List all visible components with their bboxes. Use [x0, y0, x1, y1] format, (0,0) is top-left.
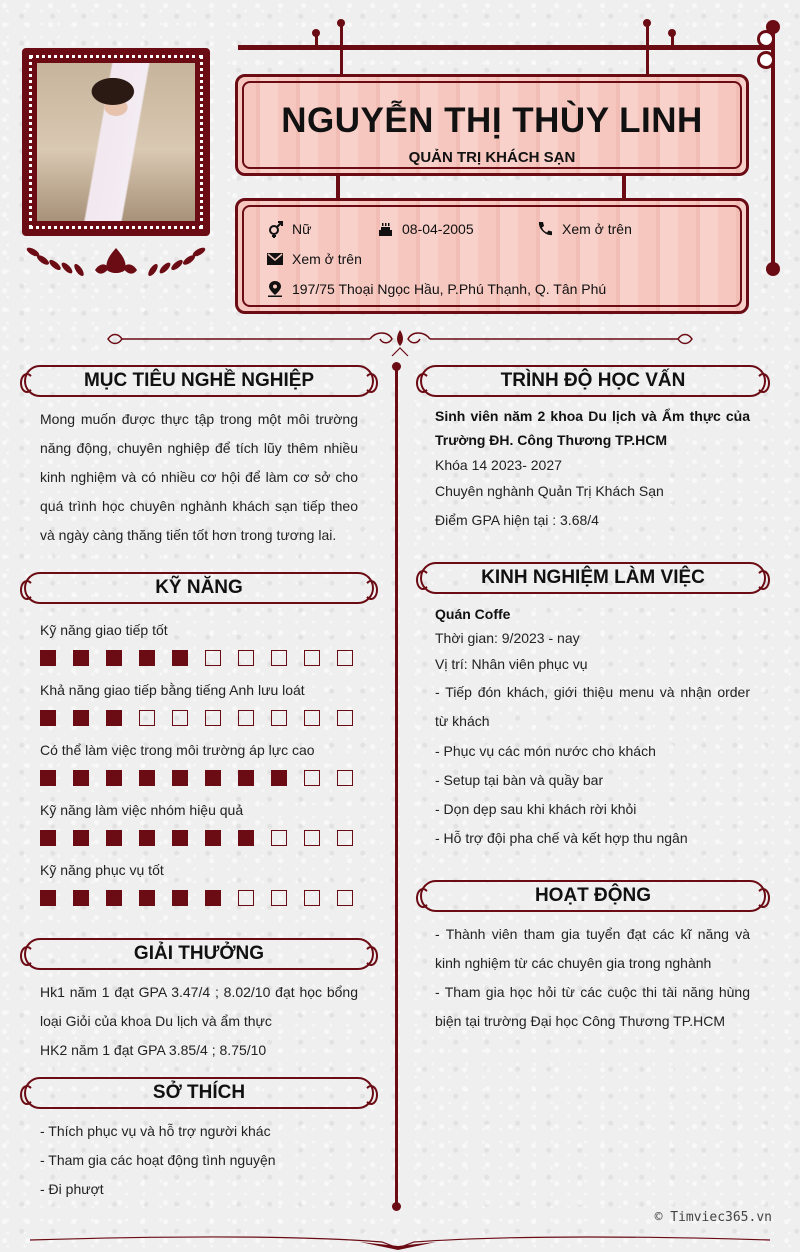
address-value: 197/75 Thoại Ngọc Hầu, P.Phú Thạnh, Q. Tân Phú [292, 281, 607, 297]
birthday-row [376, 221, 474, 237]
rating-square-empty [205, 650, 221, 666]
rating-square-filled [40, 710, 56, 726]
rating-square-filled [106, 710, 122, 726]
candidate-role: QUẢN TRỊ KHÁCH SẠN [408, 149, 576, 166]
divider-ornament [100, 328, 700, 360]
email-value: Xem ở trên [292, 251, 362, 267]
rating-square-filled [139, 650, 155, 666]
rating-square-empty [271, 830, 287, 846]
rail-knob [766, 20, 780, 34]
center-divider [395, 364, 398, 1206]
rating-square-filled [139, 830, 155, 846]
rating-square-filled [73, 710, 89, 726]
rating-square-filled [106, 890, 122, 906]
chain-left [336, 176, 340, 198]
avatar-border [29, 55, 203, 229]
rail-end-dot [766, 262, 780, 276]
skill-rating [40, 830, 353, 846]
rating-square-filled [205, 830, 221, 846]
education-school: Sinh viên năm 2 khoa Du lịch và Ẩm thực của Trường ĐH. Công Thương TP.HCM [435, 408, 750, 448]
rating-square-filled [40, 770, 56, 786]
rating-square-empty [304, 770, 320, 786]
rating-square-empty [238, 710, 254, 726]
rating-square-filled [205, 890, 221, 906]
rating-square-empty [304, 650, 320, 666]
section-header-awards: GIẢI THƯỞNG [24, 938, 374, 970]
skill-label: Khả năng giao tiếp bằng tiếng Anh lưu loát [40, 682, 305, 698]
footer-credit: © Timviec365.vn [654, 1210, 772, 1225]
rating-square-filled [172, 770, 188, 786]
hanger-right [646, 22, 649, 74]
section-header-activities: HOẠT ĐỘNG [420, 880, 766, 912]
award-1: Hk1 năm 1 đạt GPA 3.47/4 ; 8.02/10 đạt học bổng loại Giỏi của khoa Du lịch và ẩm thực [40, 984, 358, 1029]
experience-task: - Phục vụ các món nước cho khách [435, 743, 656, 759]
rating-square-filled [238, 770, 254, 786]
rating-square-filled [73, 830, 89, 846]
phone-row [536, 221, 632, 237]
experience-position: Vị trí: Nhân viên phục vụ [435, 656, 588, 672]
center-divider-top-dot [392, 362, 401, 371]
hanger-left [340, 22, 343, 74]
rating-square-empty [304, 890, 320, 906]
experience-task: - Hỗ trợ đội pha chế và kết hợp thu ngân [435, 830, 688, 846]
rating-square-filled [139, 770, 155, 786]
skill-rating [40, 710, 353, 726]
rating-square-filled [40, 890, 56, 906]
rating-square-empty [337, 770, 353, 786]
rating-square-empty [238, 650, 254, 666]
rating-square-filled [40, 650, 56, 666]
rating-square-empty [304, 710, 320, 726]
skill-label: Kỹ năng giao tiếp tốt [40, 622, 168, 638]
experience-company: Quán Coffe [435, 606, 511, 622]
skill-rating [40, 890, 353, 906]
rating-square-empty [172, 710, 188, 726]
skill-label: Kỹ năng làm việc nhóm hiệu quả [40, 802, 244, 818]
rating-square-filled [172, 650, 188, 666]
objective-text: Mong muốn được thực tập trong một môi trường năng động, chuyên nghiệp để tích lũy thêm nhiều kinh nghiệm và có nhiều cơ hội để làm cơ sở cho quá trình học chuyên nghành khách sạn tiếp theo và ngày càng thăng tiến tốt hơn trong tương lai. [40, 411, 358, 543]
rating-square-filled [238, 830, 254, 846]
mail-icon [266, 251, 284, 267]
hanger-left-dot [337, 19, 345, 27]
location-icon [266, 281, 284, 297]
section-header-hobbies: SỞ THÍCH [24, 1077, 374, 1109]
section-header-skills: KỸ NĂNG [24, 572, 374, 604]
activity-1: - Thành viên tham gia tuyển đạt các kĩ năng và kinh nghiệm từ các chuyên gia trong nghành [435, 926, 750, 971]
hobby-item: - Thích phục vụ và hỗ trợ người khác [40, 1123, 271, 1139]
gender-value: Nữ [292, 221, 312, 237]
section-header-objective: MỤC TIÊU NGHỀ NGHIỆP [24, 365, 374, 397]
rail-ring-bottom [757, 51, 775, 69]
section-header-experience: KINH NGHIỆM LÀM VIỆC [420, 562, 766, 594]
rating-square-filled [139, 890, 155, 906]
bottom-ornament [30, 1234, 770, 1252]
section-header-education: TRÌNH ĐỘ HỌC VẤN [420, 365, 766, 397]
education-gpa: Điểm GPA hiện tại : 3.68/4 [435, 512, 599, 528]
experience-task: - Tiếp đón khách, giới thiệu menu và nhận order từ khách [435, 684, 750, 729]
name-board [235, 74, 749, 176]
rating-square-filled [172, 890, 188, 906]
skill-rating [40, 650, 353, 666]
rating-square-filled [271, 770, 287, 786]
rating-square-filled [106, 650, 122, 666]
chain-right [622, 176, 626, 198]
rating-square-filled [106, 770, 122, 786]
experience-time: Thời gian: 9/2023 - nay [435, 630, 580, 646]
peg-right-dot [668, 29, 676, 37]
phone-icon [536, 221, 554, 237]
email-row [266, 251, 362, 267]
activity-2: - Tham gia học hỏi từ các cuộc thi tài năng hùng biện tại trường Đại học Công Thương TP.HCM [435, 984, 750, 1029]
skill-label: Kỹ năng phục vụ tốt [40, 862, 164, 878]
rating-square-filled [205, 770, 221, 786]
rating-square-empty [205, 710, 221, 726]
rating-square-empty [139, 710, 155, 726]
education-course: Khóa 14 2023- 2027 [435, 457, 562, 473]
laurel-ornament [25, 240, 207, 280]
cake-icon [376, 221, 394, 237]
rating-square-empty [337, 890, 353, 906]
candidate-name: NGUYỄN THỊ THÙY LINH [281, 101, 703, 140]
rating-square-filled [73, 770, 89, 786]
rating-square-empty [271, 650, 287, 666]
skill-rating [40, 770, 353, 786]
experience-task: - Dọn dẹp sau khi khách rời khỏi [435, 801, 637, 817]
hobby-item: - Tham gia các hoạt động tình nguyện [40, 1152, 276, 1168]
rating-square-empty [337, 830, 353, 846]
skill-label: Có thể làm việc trong môi trường áp lực cao [40, 742, 315, 758]
rating-square-empty [304, 830, 320, 846]
rating-square-filled [73, 650, 89, 666]
award-2: HK2 năm 1 đạt GPA 3.85/4 ; 8.75/10 [40, 1042, 267, 1058]
education-major: Chuyên nghành Quản Trị Khách Sạn [435, 483, 664, 499]
hanger-right-dot [643, 19, 651, 27]
rating-square-empty [271, 710, 287, 726]
address-row [266, 281, 606, 297]
top-rail [238, 45, 773, 50]
name-board-inner [242, 81, 742, 169]
contact-board [235, 198, 749, 314]
gender-row [266, 221, 311, 237]
phone-value: Xem ở trên [562, 221, 632, 237]
experience-task: - Setup tại bàn và quầy bar [435, 772, 604, 788]
hobby-item: - Đi phượt [40, 1181, 104, 1197]
gender-icon [266, 221, 284, 237]
rating-square-filled [73, 890, 89, 906]
rating-square-empty [337, 710, 353, 726]
rating-square-filled [40, 830, 56, 846]
center-divider-bottom-dot [392, 1202, 401, 1211]
avatar [37, 63, 195, 221]
rating-square-empty [238, 890, 254, 906]
contact-board-inner [242, 205, 742, 307]
birthday-value: 08-04-2005 [402, 221, 474, 237]
avatar-frame [22, 48, 210, 236]
rating-square-empty [271, 890, 287, 906]
peg-left-dot [312, 29, 320, 37]
rating-square-filled [106, 830, 122, 846]
rating-square-filled [172, 830, 188, 846]
rating-square-empty [337, 650, 353, 666]
